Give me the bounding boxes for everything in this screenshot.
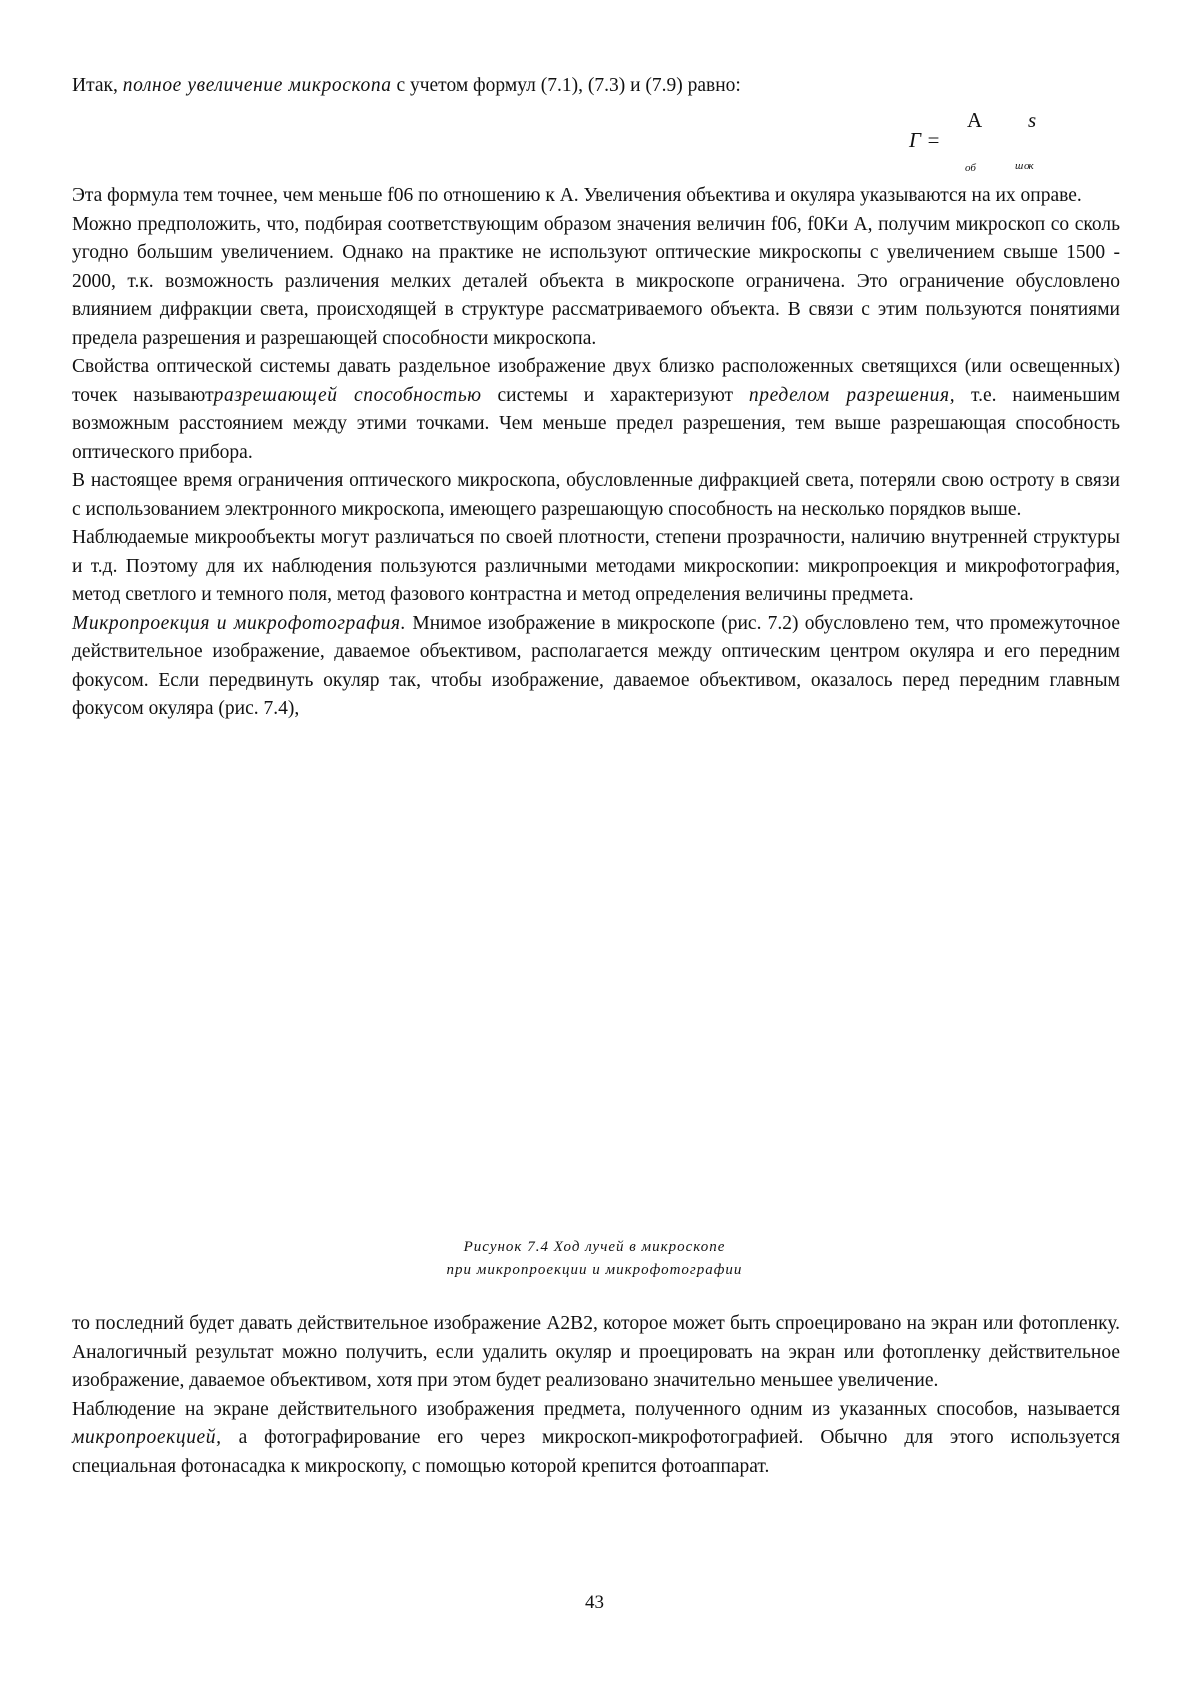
p6-text: Мнимое изображение в микроскопе (рис. 7.2) обусловлено тем, что промежуточное действительное изображение, даваемое объективом, располагается между оптическим центром окуляра и его передним фокусом. Если передвинуть окуляр так, чтобы изображение, даваемое объективом, оказалось перед передним главным фокусом окуляра (рис. 7.4), (72, 612, 1120, 719)
p8-text-c: а фотографирование его через микроскоп-микрофотографией. Обычно для этого используется специальная фотонасадка к микроскопу, с помощью которой крепится фотоаппарат. (72, 1427, 1120, 1477)
paragraph-1: Эта формула тем точнее, чем меньше f06 по отношению к А. Увеличения объектива и окуляра указываются на их оправе. (72, 185, 1082, 206)
formula-numerator-s: s (1028, 108, 1037, 132)
paragraph-6 (72, 610, 1120, 724)
intro-line (72, 72, 1120, 101)
formula-subscript-ob: об (965, 162, 976, 174)
formula-lhs: Г = (909, 128, 941, 152)
p3-emphasis-resolution-limit: пределом разрешения, (748, 384, 956, 406)
paragraph-3 (72, 353, 1120, 467)
caption-line-1: Рисунок 7.4 Ход лучей в микроскопе (463, 1239, 726, 1255)
formula-subscript-ok: ш ок (1015, 160, 1033, 172)
figure-placeholder (72, 870, 1120, 1230)
p3-text-c: системы и характеризуют (481, 384, 749, 406)
main-text (72, 182, 1120, 724)
page-number: 43 (585, 1592, 604, 1613)
intro-post: с учетом формул (7.1), (7.3) и (7.9) равно: (391, 75, 741, 96)
paragraph-2: Можно предположить, что, подбирая соответствующим образом значения величин f06, f0Kи А, получим микроскоп со сколь угодно большим увеличением. Однако на практике не используют оптические микроскопы с увеличением свыше 1500 - 2000, т.к. возможность различения мелких деталей объекта в микроскопе ограничена. Это ограничение обусловлено влиянием дифракции света, происходящей в структуре рассматриваемого объекта. В связи с этим пользуются понятиями предела разрешения и разрешающей способности микроскопа. (72, 213, 1120, 349)
p8-text-a: Наблюдение на экране действительного изображения предмета, полученного одним из указанных способов, называется (72, 1398, 1120, 1420)
paragraph-5: Наблюдаемые микрообъекты могут различаться по своей плотности, степени прозрачности, наличию внутренней структуры и т.д. Поэтому для их наблюдения пользуются различными методами микроскопии: микропроекция и микрофотография, метод светлого и темного поля, метод фазового контрастна и метод определения величины предмета. (72, 527, 1120, 605)
p3-emphasis-resolving-power: разрешающей способностью (213, 384, 482, 406)
p3-text-a: Свойства оптической системы давать раздельное изображение двух близко расположенных светящихся (или освещенных) точек называют (72, 356, 1120, 406)
paragraph-4: В настоящее время ограничения оптического микроскопа, обусловленные дифракцией света, потеряли свою остроту в связи с использованием электронного микроскопа, имеющего разрешающую способность на несколько порядков выше. (72, 470, 1120, 520)
magnification-formula (905, 106, 1085, 176)
bottom-text (72, 1310, 1120, 1481)
p8-emphasis-microprojection: микропроекцией, (72, 1427, 222, 1448)
intro-paragraph (72, 72, 1120, 101)
caption-line-2: при микропроекции и микрофотографии (446, 1262, 743, 1278)
p3-text-e: т.е. наименьшим возможным расстоянием между этими точками. Чем меньше предел разрешения, тем выше разрешающая способность оптического прибора. (72, 384, 1120, 463)
formula-numerator-a: A (967, 108, 983, 132)
p6-emphasis-heading: Микропроекция и микрофотография. (72, 612, 407, 634)
paragraph-8 (72, 1396, 1120, 1482)
figure-caption (0, 1236, 1189, 1282)
paragraph-7: то последний будет давать действительное изображение А2В2, которое может быть спроецировано на экран или фотопленку. Аналогичный результат можно получить, если удалить окуляр и проецировать на экран или фотопленку действительное изображение, даваемое объективом, хотя при этом будет реализовано значительно меньшее увеличение. (72, 1313, 1120, 1391)
intro-emphasis: полное увеличение микроскопа (122, 75, 392, 96)
intro-pre: Итак, (72, 75, 123, 96)
